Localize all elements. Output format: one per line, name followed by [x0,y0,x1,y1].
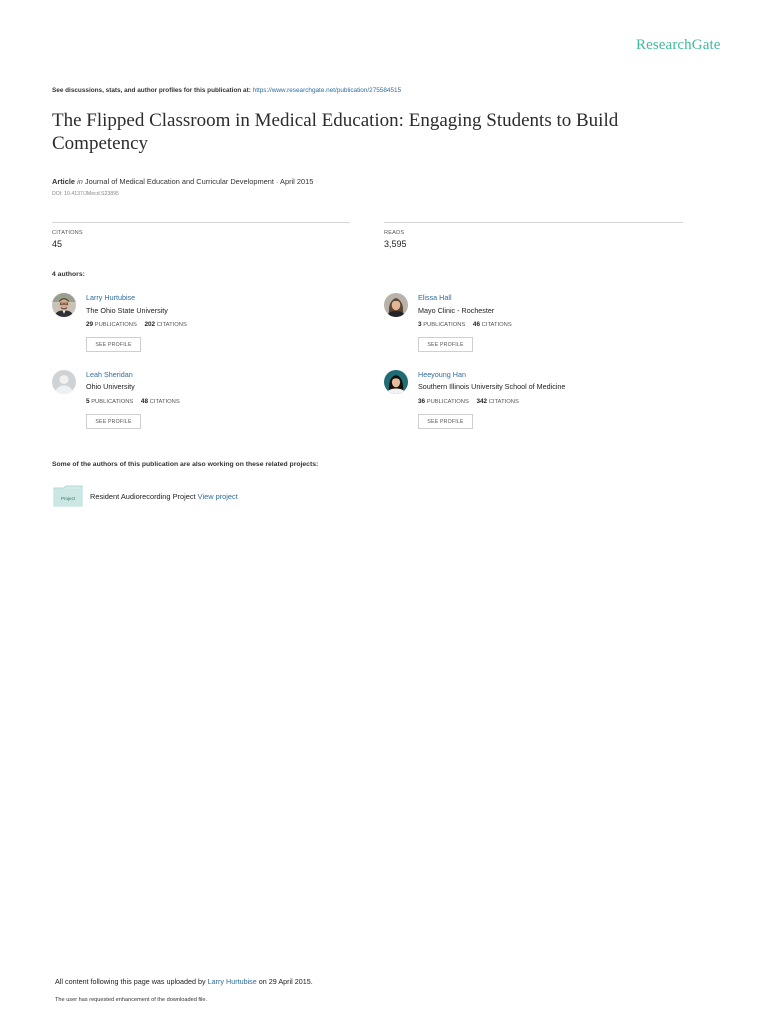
author-institution: Ohio University [86,382,135,391]
author-avatar[interactable] [52,293,76,317]
author-publications-count: 36 [418,398,426,405]
see-profile-button[interactable]: SEE PROFILE [418,414,473,429]
project-icon [53,485,83,507]
author-institution: Mayo Clinic - Rochester [418,306,495,315]
author-publications-label: PUBLICATIONS [426,399,469,405]
author-name-link[interactable]: Elissa Hall [418,293,452,302]
author-name-link[interactable]: Larry Hurtubise [86,293,136,302]
author-citations-count: 46 [472,321,481,328]
view-project-link[interactable]: View project [197,492,238,501]
project-folder-icon [53,485,83,507]
author-citations-label: CITATIONS [481,322,512,328]
see-discussions-text: See discussions, stats, and author profiles for this publication at: [52,87,251,94]
author-citations-count: 48 [140,398,149,405]
author-citations-label: CITATIONS [488,399,519,405]
author-publications-label: PUBLICATIONS [94,322,137,328]
researchgate-logo[interactable]: ResearchGate [636,37,721,53]
author-stats [418,398,519,405]
publication-doi: DOI: 10.4137/JMecd.S23895 [52,191,119,197]
author-publications-label: PUBLICATIONS [423,322,466,328]
author-institution: Southern Illinois University School of Medicine [418,382,566,391]
reads-label: READS [384,230,405,236]
default-avatar-icon [52,370,76,394]
publication-url-link[interactable]: https://www.researchgate.net/publication/275584515 [252,87,402,94]
author-avatar[interactable] [384,370,408,394]
woman-photo-icon [384,370,408,394]
publication-meta [52,177,313,186]
in-word: in [77,177,83,186]
man-photo-icon [52,293,76,317]
author-avatar[interactable] [52,370,76,394]
author-publications-count: 5 [86,398,90,405]
see-profile-button[interactable]: SEE PROFILE [86,337,141,352]
project-name: Resident Audiorecording Project [90,492,196,501]
author-citations-label: CITATIONS [156,322,187,328]
citations-label: CITATIONS [52,230,83,236]
author-name-link[interactable]: Leah Sheridan [86,370,133,379]
publication-type: Article [52,177,76,186]
author-publications-count: 29 [86,321,94,328]
author-stats [86,398,180,405]
author-publications-count: 3 [418,321,422,328]
publication-venue: Journal of Medical Education and Curricular Development · April 2015 [84,177,314,186]
woman-photo-icon [384,293,408,317]
publication-title: The Flipped Classroom in Medical Education: Engaging Students to Build Competency [52,110,619,154]
see-profile-button[interactable]: SEE PROFILE [86,414,141,429]
upload-info [55,977,313,986]
authors-count-label: 4 authors: [52,271,85,278]
author-name-link[interactable]: Heeyoung Han [418,370,466,379]
related-projects-label: Some of the authors of this publication are also working on these related projects: [52,461,319,468]
related-project [90,492,238,501]
citations-divider [52,222,350,223]
author-citations-count: 202 [144,321,156,328]
author-avatar[interactable] [384,293,408,317]
project-icon-text: Project [60,496,76,501]
uploader-link[interactable]: Larry Hurtubise [207,977,257,986]
citations-count: 45 [52,239,63,249]
author-citations-label: CITATIONS [149,399,180,405]
author-stats [86,321,187,328]
reads-divider [384,222,683,223]
author-institution: The Ohio State University [86,306,168,315]
upload-suffix: on 29 April 2015. [258,977,313,986]
enhancement-note: The user has requested enhancement of the downloaded file. [55,997,208,1003]
see-discussions-line [52,87,401,94]
see-profile-button[interactable]: SEE PROFILE [418,337,473,352]
upload-prefix: All content following this page was uploaded by [55,977,206,986]
reads-count: 3,595 [384,239,407,249]
author-stats [418,321,512,328]
author-citations-count: 342 [476,398,488,405]
author-publications-label: PUBLICATIONS [91,399,134,405]
